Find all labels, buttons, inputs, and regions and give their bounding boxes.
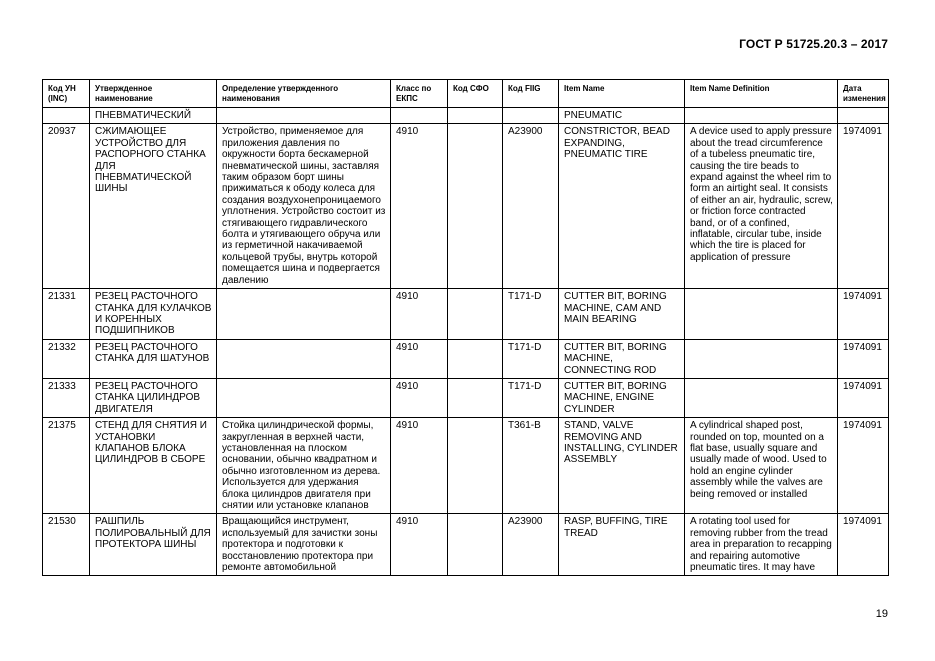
cell-date — [838, 108, 889, 124]
cell-item-name: PNEUMATIC — [559, 108, 685, 124]
cell-definition — [217, 108, 391, 124]
col-header-name: Утвержденное наименование — [90, 80, 217, 108]
table-row — [43, 378, 889, 417]
col-header-definition: Определение утвержденного наименования — [217, 80, 391, 108]
cell-date: 1974091 — [838, 378, 889, 417]
cell-name: СЖИМАЮЩЕЕ УСТРОЙСТВО ДЛЯ РАСПОРНОГО СТАНКА ДЛЯ ПНЕВМАТИЧЕСКОЙ ШИНЫ — [90, 124, 217, 289]
cell-sfo — [448, 339, 503, 378]
cell-ekps: 4910 — [391, 514, 448, 576]
cell-definition: Вращающийся инструмент, используемый для зачистки зоны протектора и подготовки к восстановлению протектора при ремонте автомобильной — [217, 514, 391, 576]
table-header-row — [43, 80, 889, 108]
col-header-code: Код УН (INC) — [43, 80, 90, 108]
cell-fiig: T171-D — [503, 339, 559, 378]
cell-sfo — [448, 418, 503, 514]
cell-definition: Устройство, применяемое для приложения давления по окружности борта бескамерной пневматической шины, заставляя таким образом борт шины прижиматься к ободу колеса для создания воздухонепроницаемого уплотнения. Устройство состоит из стягивающего гидравлического болта и утягивающего обруча или из герметичной накачиваемой кольцевой трубы, внутрь которой помещается шина и подвергается давлению — [217, 124, 391, 289]
cell-fiig: A23900 — [503, 124, 559, 289]
cell-date: 1974091 — [838, 339, 889, 378]
table-row — [43, 418, 889, 514]
col-header-item-name: Item Name — [559, 80, 685, 108]
table-row — [43, 124, 889, 289]
cell-code — [43, 108, 90, 124]
table-row — [43, 289, 889, 340]
cell-code: 21375 — [43, 418, 90, 514]
cell-definition — [217, 339, 391, 378]
cell-name: РЕЗЕЦ РАСТОЧНОГО СТАНКА ДЛЯ КУЛАЧКОВ И КОРЕННЫХ ПОДШИПНИКОВ — [90, 289, 217, 340]
cell-name: РАШПИЛЬ ПОЛИРОВАЛЬНЫЙ ДЛЯ ПРОТЕКТОРА ШИНЫ — [90, 514, 217, 576]
cell-date: 1974091 — [838, 124, 889, 289]
cell-name: ПНЕВМАТИЧЕСКИЙ — [90, 108, 217, 124]
cell-date: 1974091 — [838, 514, 889, 576]
cell-item-def — [685, 339, 838, 378]
registry-table — [42, 79, 889, 576]
cell-definition: Стойка цилиндрической формы, закругленная в верхней части, установленная на плоском основании, обычно квадратном и обычно изготовленном из дерева. Используется для удержания блока цилиндров двигателя при снятии или установке клапанов — [217, 418, 391, 514]
cell-item-name: RASP, BUFFING, TIRE TREAD — [559, 514, 685, 576]
cell-fiig — [503, 108, 559, 124]
cell-name: СТЕНД ДЛЯ СНЯТИЯ И УСТАНОВКИ КЛАПАНОВ БЛОКА ЦИЛИНДРОВ В СБОРЕ — [90, 418, 217, 514]
cell-item-def — [685, 289, 838, 340]
cell-code: 20937 — [43, 124, 90, 289]
cell-item-def: A rotating tool used for removing rubber from the tread area in preparation to recapping and repairing automotive pneumatic tires. It may have — [685, 514, 838, 576]
col-header-ekps: Класс по ЕКПС — [391, 80, 448, 108]
cell-ekps: 4910 — [391, 378, 448, 417]
cell-fiig: T171-D — [503, 378, 559, 417]
cell-ekps: 4910 — [391, 289, 448, 340]
cell-code: 21530 — [43, 514, 90, 576]
cell-code: 21331 — [43, 289, 90, 340]
page-number: 19 — [875, 608, 888, 620]
cell-ekps: 4910 — [391, 418, 448, 514]
cell-sfo — [448, 289, 503, 340]
cell-fiig: T171-D — [503, 289, 559, 340]
cell-fiig: A23900 — [503, 514, 559, 576]
cell-item-def: A device used to apply pressure about the tread circumference of a tubeless pneumatic tire, causing the tire beads to expand against the wheel rim to form an airtight seal. It consists of either an air, hydraulic, screw, or friction force contracted band, or of a confined, inflatable, circular tube, inside which the tire is placed for application of pressure — [685, 124, 838, 289]
cell-item-name: CUTTER BIT, BORING MACHINE, CONNECTING ROD — [559, 339, 685, 378]
cell-sfo — [448, 514, 503, 576]
table-row — [43, 108, 889, 124]
cell-ekps: 4910 — [391, 124, 448, 289]
col-header-date: Дата изменения — [838, 80, 889, 108]
cell-item-def — [685, 378, 838, 417]
cell-ekps — [391, 108, 448, 124]
cell-code: 21332 — [43, 339, 90, 378]
cell-item-name: CUTTER BIT, BORING MACHINE, CAM AND MAIN BEARING — [559, 289, 685, 340]
cell-sfo — [448, 378, 503, 417]
cell-item-def — [685, 108, 838, 124]
cell-sfo — [448, 108, 503, 124]
cell-name: РЕЗЕЦ РАСТОЧНОГО СТАНКА ЦИЛИНДРОВ ДВИГАТЕЛЯ — [90, 378, 217, 417]
cell-definition — [217, 378, 391, 417]
cell-fiig: T361-B — [503, 418, 559, 514]
col-header-item-def: Item Name Definition — [685, 80, 838, 108]
col-header-sfo: Код СФО — [448, 80, 503, 108]
document-code: ГОСТ Р 51725.20.3 – 2017 — [739, 37, 888, 51]
cell-date: 1974091 — [838, 289, 889, 340]
col-header-fiig: Код FIIG — [503, 80, 559, 108]
cell-sfo — [448, 124, 503, 289]
cell-item-name: CUTTER BIT, BORING MACHINE, ENGINE CYLINDER — [559, 378, 685, 417]
cell-date: 1974091 — [838, 418, 889, 514]
cell-item-def: A cylindrical shaped post, rounded on top, mounted on a flat base, usually square and usually made of wood. Used to hold an engine cylinder assembly while the valves are being removed or installed — [685, 418, 838, 514]
cell-ekps: 4910 — [391, 339, 448, 378]
table-row — [43, 339, 889, 378]
table-row — [43, 514, 889, 576]
cell-name: РЕЗЕЦ РАСТОЧНОГО СТАНКА ДЛЯ ШАТУНОВ — [90, 339, 217, 378]
cell-item-name: CONSTRICTOR, BEAD EXPANDING, PNEUMATIC TIRE — [559, 124, 685, 289]
cell-definition — [217, 289, 391, 340]
cell-item-name: STAND, VALVE REMOVING AND INSTALLING, CYLINDER ASSEMBLY — [559, 418, 685, 514]
cell-code: 21333 — [43, 378, 90, 417]
